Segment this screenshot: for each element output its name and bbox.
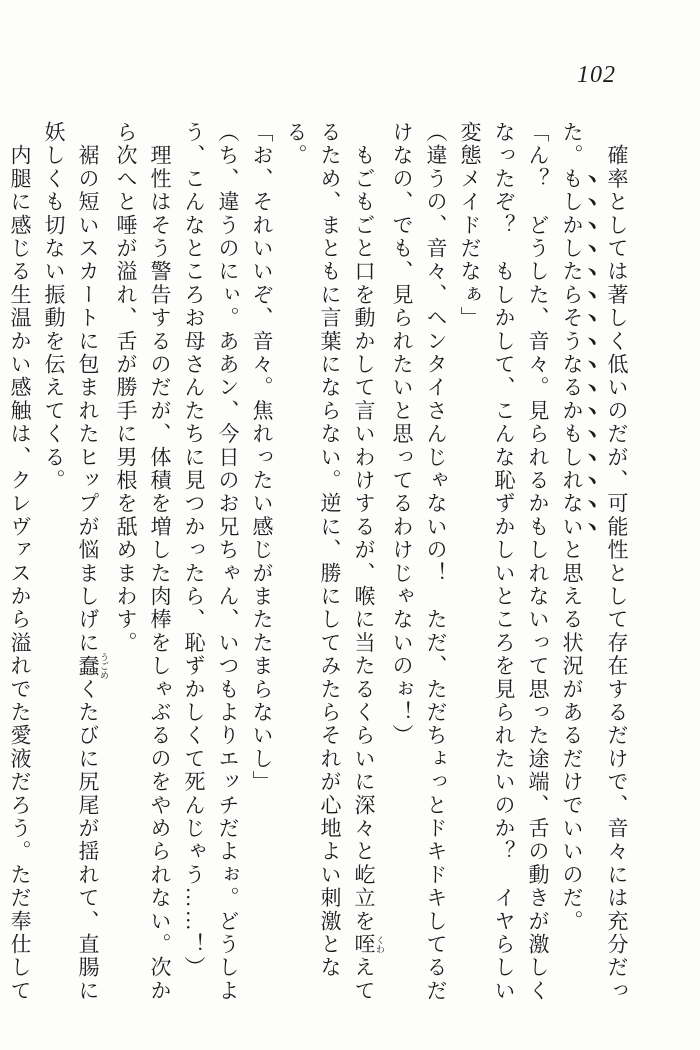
text-run: う、こんなところお母さんたちに見つかったら、恥ずかしくて死んじゃう……！） bbox=[182, 121, 206, 980]
text-run: なったぞ？ もしかして、こんな恥ずかしいところを見られたいのか？ イヤらしい bbox=[492, 121, 516, 1003]
text-line-10 bbox=[245, 121, 279, 1016]
ruby-annotated-text: 蠢 うごめ bbox=[76, 652, 109, 680]
text-block bbox=[3, 121, 634, 1016]
text-run: と思える状況があるだけでいいのだ。 bbox=[560, 538, 584, 934]
text-line-8 bbox=[347, 121, 385, 1016]
text-run: けなの、でも、見られたいと思ってるわけじゃないのぉ！） bbox=[390, 121, 414, 748]
text-run: もごもごと口を動かして言いわけするが、喉に当たるくらいに深々と屹立を bbox=[352, 121, 376, 933]
text-run: 「お、それいいぞ、音々。焦れったい感じがまたたまらないし」 bbox=[250, 121, 274, 794]
text-run: ら次へと唾が溢れ、舌が勝手に男根を舐めまわす。 bbox=[114, 121, 138, 655]
text-line-16 bbox=[37, 121, 71, 1016]
page-number: 102 bbox=[577, 62, 616, 88]
text-line-12 bbox=[177, 121, 211, 1016]
text-run: 「ん？ どうした、音々。見られるかもしれないって思った途端、舌の動きが激しく bbox=[526, 121, 550, 1003]
text-line-11 bbox=[211, 121, 245, 1016]
text-run: 妖しくも切ない振動を伝えてくる。 bbox=[42, 121, 66, 493]
text-line-13 bbox=[143, 121, 177, 1016]
text-run: えて bbox=[352, 956, 376, 1003]
text-run: くたびに尻尾が揺れて、直腸に bbox=[76, 677, 100, 1003]
text-run: （ち、違うのにぃ。ああン、今日のお兄ちゃん、いつもよりエッチだよぉ。どうしよ bbox=[216, 121, 240, 1003]
text-run: 内腿に感じる生温かい感触は、クレヴァスから溢れでた愛液だろう。ただ奉仕して bbox=[8, 121, 32, 1003]
text-line-17 bbox=[3, 121, 37, 1016]
text-line-7 bbox=[385, 121, 419, 1016]
text-run: 確率としては著しく低いのだが、可能性として存在するだけで、音々には充分だっ bbox=[605, 121, 629, 1003]
text-line-1 bbox=[600, 121, 634, 1016]
text-line-9 bbox=[279, 121, 347, 1016]
text-line-15 bbox=[71, 121, 109, 1016]
text-run: るため、まともに言葉にならない。逆に、勝にしてみたらそれが心地よい刺激となる。 bbox=[284, 121, 342, 980]
text-run: 理性はそう警告するのだが、体積を増した肉棒をしゃぶるのをやめられない。次か bbox=[148, 121, 172, 1003]
text-line-3 bbox=[521, 121, 555, 1016]
text-run: （違うの、音々、ヘンタイさんじゃないの！ ただ、ただちょっとドキドキしてるだ bbox=[424, 121, 448, 1003]
text-run: 裾の短いスカートに包まれたヒップが悩ましげに bbox=[76, 121, 100, 655]
text-run: 変態メイドだなぁ」 bbox=[458, 121, 482, 330]
text-line-2 bbox=[555, 121, 600, 1016]
text-line-6 bbox=[419, 121, 453, 1016]
ruby-annotated-text: 咥 くわ bbox=[352, 933, 385, 957]
text-line-5 bbox=[453, 121, 487, 1016]
text-line-4 bbox=[487, 121, 521, 1016]
text-line-14 bbox=[109, 121, 143, 1016]
emphasized-text: もしかしたらそうなるかもしれない bbox=[560, 167, 584, 539]
text-run: た。 bbox=[560, 121, 584, 168]
